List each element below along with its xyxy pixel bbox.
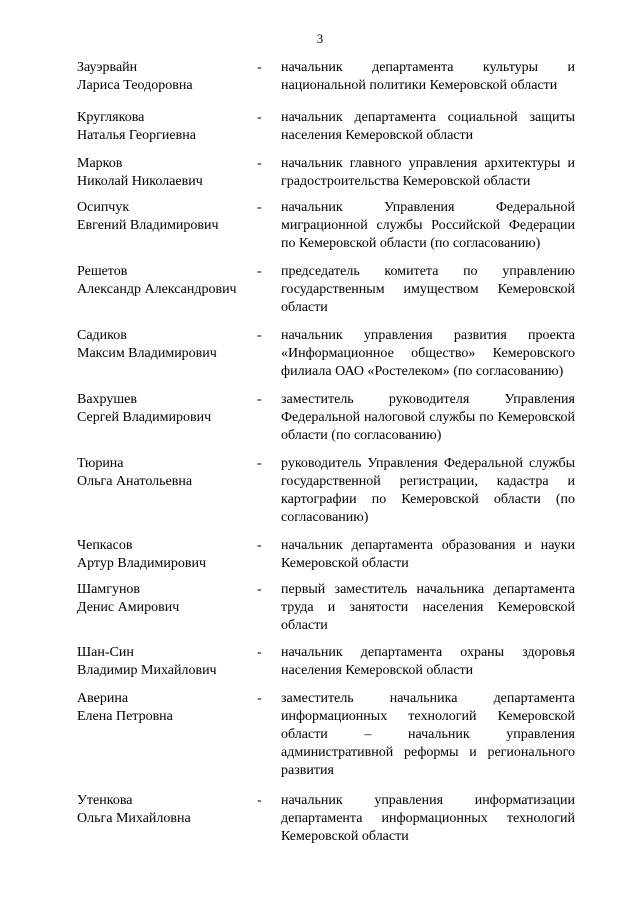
person-name bbox=[77, 792, 257, 828]
position-text: заместитель руководителя Управления Федеральной налоговой службы по Кемеровской области (по согласованию) bbox=[281, 392, 575, 443]
given-name: Сергей Владимирович bbox=[77, 410, 212, 425]
person-name bbox=[77, 644, 257, 680]
position-text: руководитель Управления Федеральной службы государственной регистрации, кадастра и картографии по Кемеровской области (по согласованию) bbox=[281, 456, 575, 525]
person-name bbox=[77, 455, 257, 491]
person-name bbox=[77, 199, 257, 235]
given-name: Николай Николаевич bbox=[77, 174, 203, 189]
surname: Марков bbox=[77, 156, 123, 171]
person-name bbox=[77, 263, 257, 299]
given-name: Артур Владимирович bbox=[77, 556, 207, 571]
list-item bbox=[77, 537, 575, 573]
separator-dash: - bbox=[257, 645, 262, 660]
surname: Шан-Син bbox=[77, 645, 134, 660]
surname: Тюрина bbox=[77, 456, 124, 471]
surname: Садиков bbox=[77, 328, 127, 343]
separator-dash: - bbox=[257, 392, 262, 407]
person-name bbox=[77, 109, 257, 145]
list-item bbox=[77, 59, 575, 95]
surname: Утенкова bbox=[77, 793, 133, 808]
given-name: Наталья Георгиевна bbox=[77, 128, 196, 143]
position-text: начальник департамента культуры и национальной политики Кемеровской области bbox=[281, 60, 575, 93]
position-text: начальник управления информатизации департамента информационных технологий Кемеровской области bbox=[281, 793, 575, 844]
position-text: начальник Управления Федеральной миграционной службы Российской Федерации по Кемеровской области (по согласованию) bbox=[281, 200, 575, 251]
page-number: 3 bbox=[316, 31, 324, 46]
surname: Решетов bbox=[77, 264, 128, 279]
separator-dash: - bbox=[257, 110, 262, 125]
list-item bbox=[77, 644, 575, 680]
surname: Круглякова bbox=[77, 110, 145, 125]
separator-dash: - bbox=[257, 582, 262, 597]
separator-dash: - bbox=[257, 60, 262, 75]
given-name: Елена Петровна bbox=[77, 709, 173, 724]
given-name: Ольга Анатольевна bbox=[77, 474, 193, 489]
given-name: Евгений Владимирович bbox=[77, 218, 219, 233]
surname: Вахрушев bbox=[77, 392, 137, 407]
given-name: Александр Александрович bbox=[77, 282, 237, 297]
list-item bbox=[77, 199, 575, 253]
surname: Чепкасов bbox=[77, 538, 133, 553]
list-item bbox=[77, 792, 575, 846]
position-text: начальник департамента образования и науки Кемеровской области bbox=[281, 538, 575, 571]
position-text: начальник департамента социальной защиты населения Кемеровской области bbox=[281, 110, 575, 143]
position-text: начальник главного управления архитектуры и градостроительства Кемеровской области bbox=[281, 156, 575, 189]
list-item bbox=[77, 327, 575, 381]
position-text: председатель комитета по управлению государственным имуществом Кемеровской области bbox=[281, 264, 575, 315]
given-name: Денис Амирович bbox=[77, 600, 180, 615]
surname: Шамгунов bbox=[77, 582, 141, 597]
list-item bbox=[77, 581, 575, 635]
separator-dash: - bbox=[257, 264, 262, 279]
person-name bbox=[77, 391, 257, 427]
person-name bbox=[77, 537, 257, 573]
list-item bbox=[77, 391, 575, 445]
position-text: заместитель начальника департамента информационных технологий Кемеровской области – начальник управления административной реформы и регионального развития bbox=[281, 691, 575, 778]
list-item bbox=[77, 263, 575, 317]
person-name bbox=[77, 59, 257, 95]
given-name: Максим Владимирович bbox=[77, 346, 217, 361]
list-item bbox=[77, 690, 575, 780]
separator-dash: - bbox=[257, 538, 262, 553]
person-name bbox=[77, 327, 257, 363]
separator-dash: - bbox=[257, 793, 262, 808]
given-name: Лариса Теодоровна bbox=[77, 78, 193, 93]
position-text: первый заместитель начальника департамента труда и занятости населения Кемеровской области bbox=[281, 582, 575, 633]
given-name: Владимир Михайлович bbox=[77, 663, 217, 678]
person-name bbox=[77, 155, 257, 191]
list-item bbox=[77, 455, 575, 527]
separator-dash: - bbox=[257, 156, 262, 171]
person-name bbox=[77, 690, 257, 726]
separator-dash: - bbox=[257, 691, 262, 706]
separator-dash: - bbox=[257, 328, 262, 343]
list-item bbox=[77, 109, 575, 145]
surname: Аверина bbox=[77, 691, 129, 706]
given-name: Ольга Михайловна bbox=[77, 811, 191, 826]
surname: Осипчук bbox=[77, 200, 130, 215]
separator-dash: - bbox=[257, 456, 262, 471]
separator-dash: - bbox=[257, 200, 262, 215]
person-name bbox=[77, 581, 257, 617]
position-text: начальник департамента охраны здоровья населения Кемеровской области bbox=[281, 645, 575, 678]
surname: Зауэрвайн bbox=[77, 60, 138, 75]
position-text: начальник управления развития проекта «Информационное общество» Кемеровского филиала ОАО «Ростелеком» (по согласованию) bbox=[281, 328, 575, 379]
list-item bbox=[77, 155, 575, 191]
members-list bbox=[77, 59, 575, 846]
